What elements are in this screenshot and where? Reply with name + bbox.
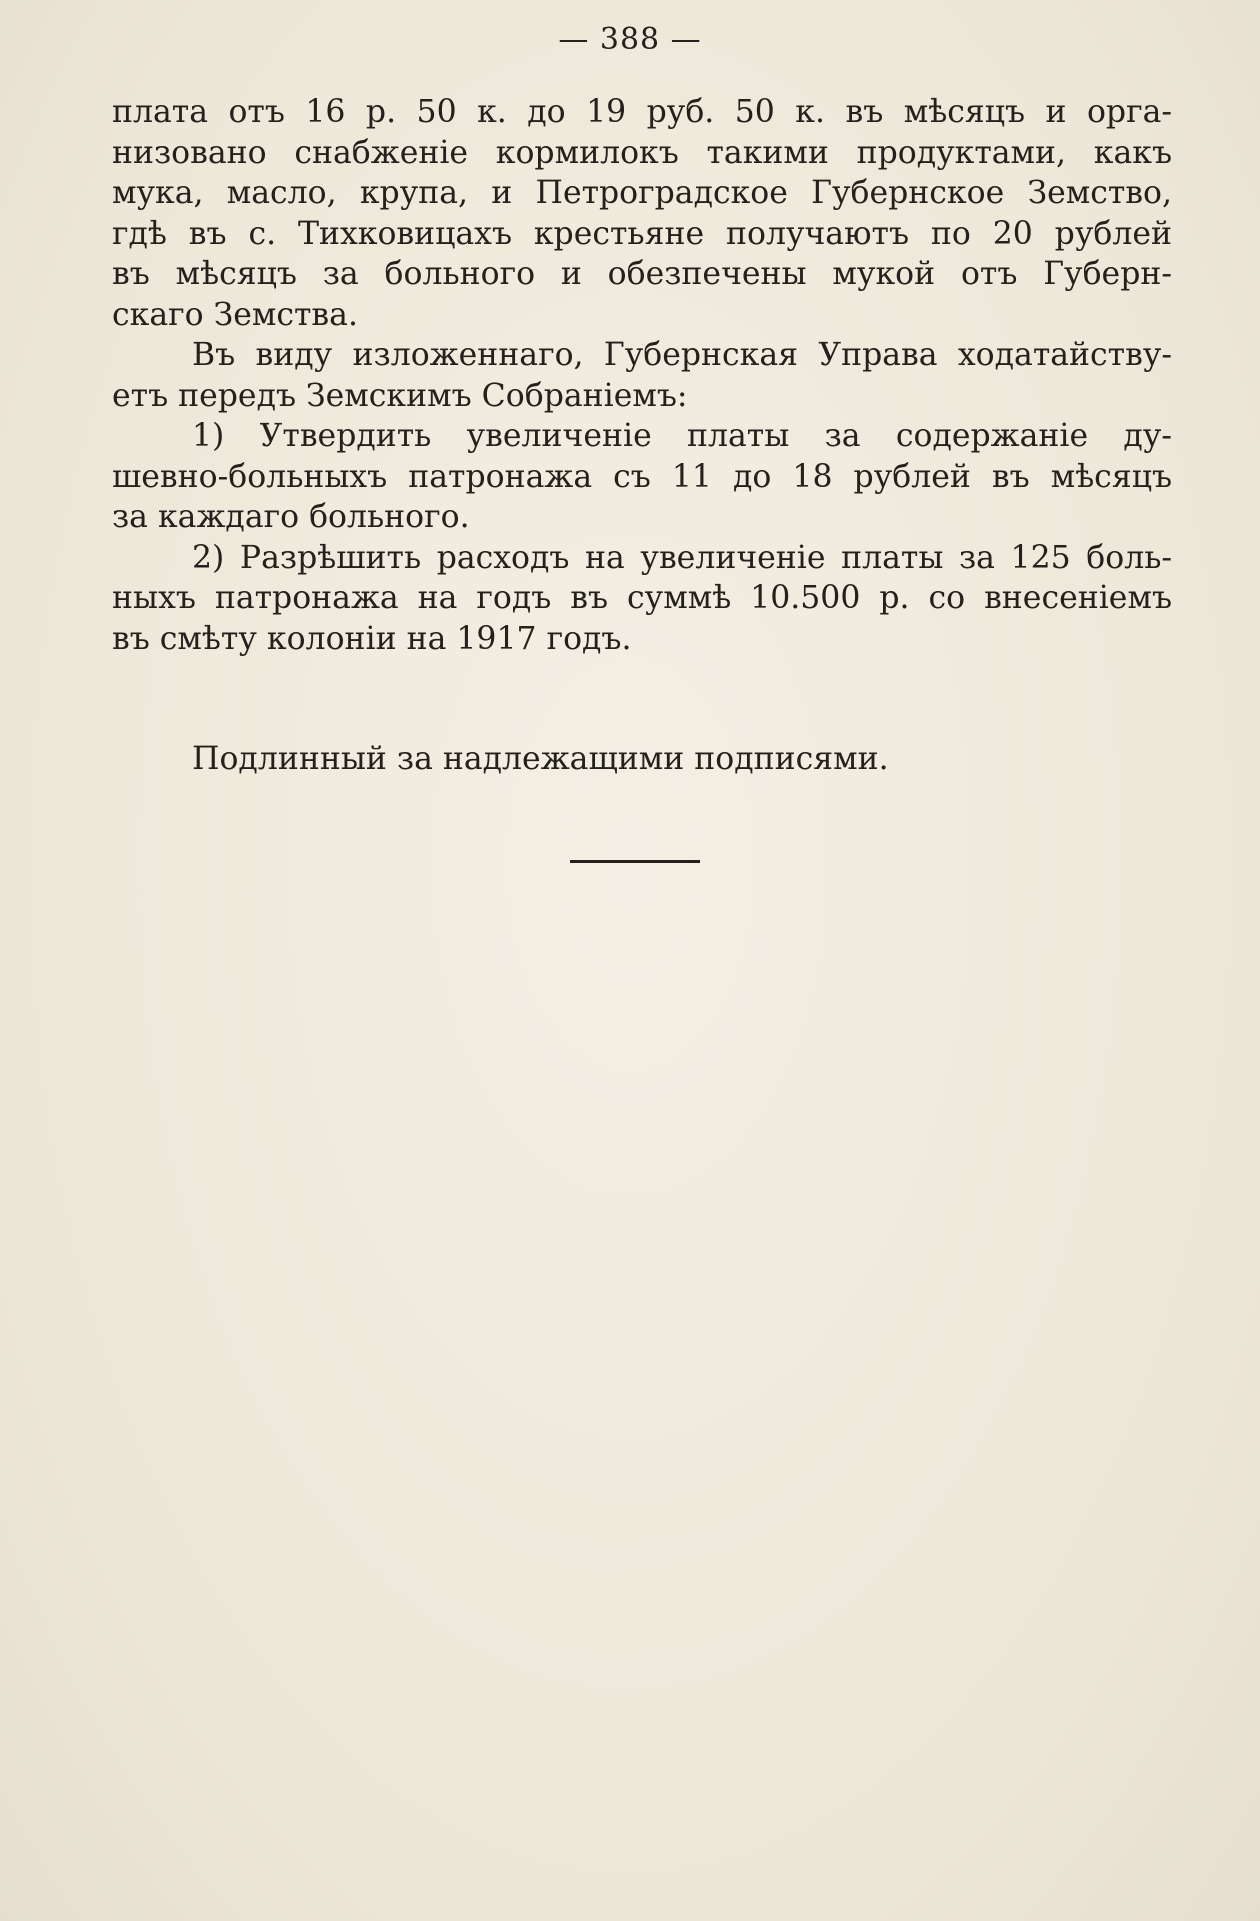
text-line: низовано снабженіе кормилокъ такими продуктами, какъ	[112, 134, 1172, 171]
text-line: плата отъ 16 р. 50 к. до 19 руб. 50 к. въ мѣсяцъ и орга-	[112, 94, 1172, 130]
paragraph-petition	[112, 335, 1172, 416]
text-line: гдѣ въ с. Тихковицахъ крестьяне получаютъ по 20 рублей	[112, 215, 1172, 252]
text-line: за каждаго больного.	[112, 499, 470, 535]
page-number: — 388 —	[558, 22, 702, 57]
text-line: въ смѣту колоніи на 1917 годъ.	[112, 620, 632, 657]
text-line: мука, масло, крупа, и Петроградское Губернское Земство,	[112, 175, 1172, 211]
text-line: въ мѣсяцъ за больного и обезпечены мукой отъ Губерн-	[112, 256, 1172, 292]
text-line: шевно-больныхъ патронажа съ 11 до 18 рублей въ мѣсяцъ	[112, 458, 1172, 495]
spacer	[112, 659, 1172, 739]
paragraph-supply-comparison	[112, 92, 1172, 335]
body-text	[112, 92, 1172, 780]
text-line: скаго Земства.	[112, 296, 358, 333]
paragraph-item-1	[112, 416, 1172, 538]
text-line: 2) Разрѣшить расходъ на увеличеніе платы за 125 боль-	[192, 539, 1172, 576]
paragraph-item-2	[112, 538, 1172, 660]
end-rule-divider	[570, 860, 700, 863]
text-line: 1) Утвердить увеличеніе платы за содержаніе ду-	[192, 418, 1172, 454]
text-line: ныхъ патронажа на годъ въ суммѣ 10.500 р. со внесеніемъ	[112, 580, 1172, 616]
text-line: етъ передъ Земскимъ Собраніемъ:	[112, 377, 688, 414]
signature-note: Подлинный за надлежащими подписями.	[192, 741, 889, 777]
text-line: Въ виду изложеннаго, Губернская Управа ходатайству-	[192, 337, 1172, 373]
